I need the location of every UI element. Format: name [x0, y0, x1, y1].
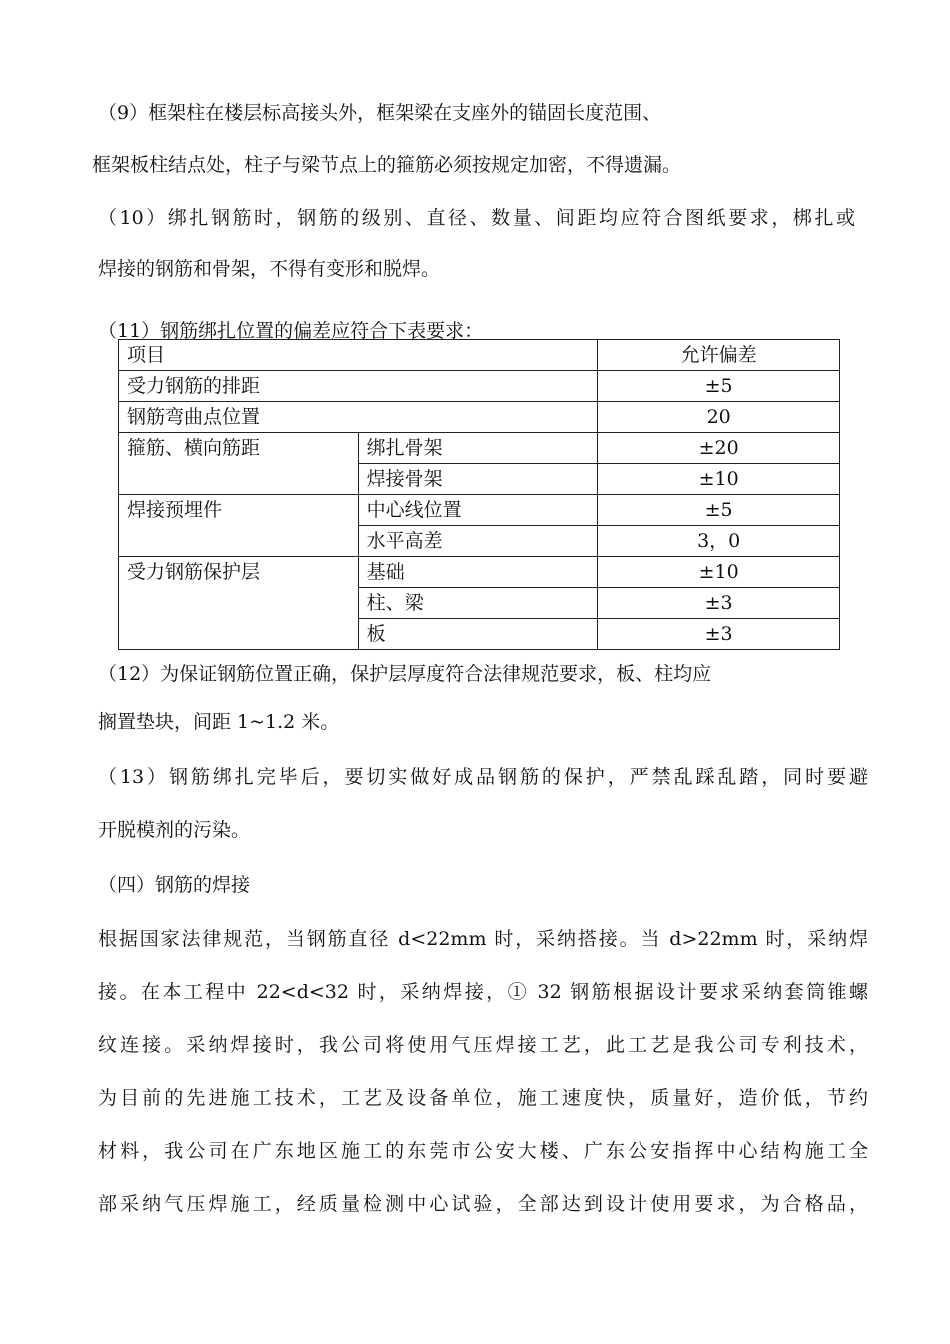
sub-item-cell: 板 [358, 619, 598, 650]
welding-line-3: 纹连接。采纳焊接时，我公司将使用气压焊接工艺，此工艺是我公司专利技术， [98, 1034, 868, 1056]
welding-line-4: 为目前的先进施工技术，工艺及设备单位，施工速度快，质量好，造价低，节约 [98, 1087, 868, 1109]
para-12-line-1: （12）为保证钢筋位置正确，保护层厚度符合法律规范要求，板、柱均应 [98, 663, 712, 685]
table-row [119, 557, 840, 588]
para-13-line-1: （13）钢筋绑扎完毕后，要切实做好成品钢筋的保护，严禁乱踩乱踏，同时要避 [98, 766, 868, 788]
item-cell: 受力钢筋的排距 [119, 371, 598, 402]
para-13-line-2: 开脱模剂的污染。 [98, 819, 251, 841]
sub-item-cell: 柱、梁 [358, 588, 598, 619]
item-cell: 钢筋弯曲点位置 [119, 402, 598, 433]
table-header-row [119, 340, 840, 371]
para-11-line-1: （11）钢筋绑扎位置的偏差应符合下表要求： [98, 320, 484, 342]
tolerance-table [118, 339, 840, 650]
para-10-line-2: 焊接的钢筋和骨架，不得有变形和脱焊。 [98, 258, 441, 280]
sub-item-cell: 水平高差 [358, 526, 598, 557]
table-row [119, 495, 840, 526]
table-row [119, 371, 840, 402]
para-9-line-2: 框架板柱结点处，柱子与梁节点上的箍筋必须按规定加密，不得遗漏。 [92, 154, 682, 176]
welding-line-2: 接。在本工程中 22<d<32 时，采纳焊接，① 32 钢筋根据设计要求采纳套筒锥螺 [98, 981, 868, 1003]
section-4-heading: （四）钢筋的焊接 [98, 874, 251, 896]
sub-item-cell: 基础 [358, 557, 598, 588]
value-cell: 3，0 [598, 526, 840, 557]
sub-item-cell: 绑扎骨架 [358, 433, 598, 464]
welding-line-1: 根据国家法律规范，当钢筋直径 d<22mm 时，采纳搭接。当 d>22mm 时，采纳焊 [98, 928, 868, 950]
value-cell: ±20 [598, 433, 840, 464]
para-9-line-1: （9）框架柱在楼层标高接头外，框架梁在支座外的锚固长度范围、 [98, 102, 662, 124]
group-item-cell: 焊接预埋件 [119, 495, 359, 557]
group-item-cell: 箍筋、横向筋距 [119, 433, 359, 495]
value-cell: ±5 [598, 495, 840, 526]
welding-line-5: 材料，我公司在广东地区施工的东莞市公安大楼、广东公安指挥中心结构施工全 [98, 1140, 868, 1162]
group-item-cell: 受力钢筋保护层 [119, 557, 359, 650]
value-cell: 20 [598, 402, 840, 433]
table-row [119, 433, 840, 464]
value-cell: ±5 [598, 371, 840, 402]
value-cell: ±10 [598, 464, 840, 495]
sub-item-cell: 中心线位置 [358, 495, 598, 526]
para-12-line-2: 搁置垫块，间距 1~1.2 米。 [98, 711, 340, 733]
welding-line-6: 部采纳气压焊施工，经质量检测中心试验，全部达到设计使用要求，为合格品， [98, 1193, 868, 1215]
para-10-line-1: （10）绑扎钢筋时，钢筋的级别、直径、数量、间距均应符合图纸要求，梆扎或 [98, 207, 855, 229]
value-cell: ±3 [598, 588, 840, 619]
value-cell: ±3 [598, 619, 840, 650]
header-tolerance-cell: 允许偏差 [598, 340, 840, 371]
value-cell: ±10 [598, 557, 840, 588]
header-item-cell: 项目 [119, 340, 598, 371]
table-row [119, 402, 840, 433]
sub-item-cell: 焊接骨架 [358, 464, 598, 495]
